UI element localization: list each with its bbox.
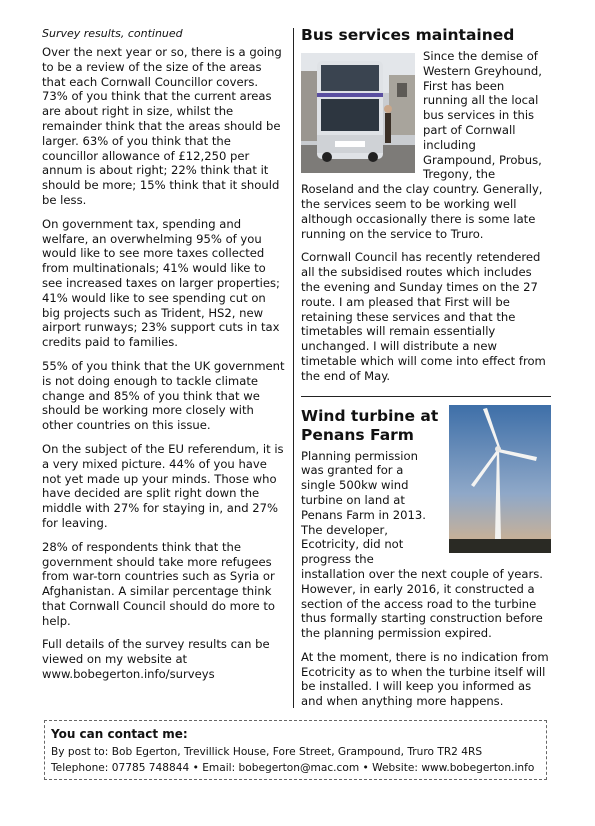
- survey-paragraph-4: On the subject of the EU referendum, it is a very mixed picture. 44% of you have not yet made up your minds. Those who have decided are split right down the middle with 27% for staying in, and 27% for leaving.: [42, 441, 284, 530]
- bus-paragraph-1: Since the demise of Western Greyhound, First has been running all the local bus services in this part of Cornwall including Grampound, Probus, Tregony, the Roseland and the clay country. Generally, the services seem to be working well although occasionally there is some late running on the service to Truro.: [301, 49, 543, 241]
- contact-telecom: Telephone: 07785 748844 • Email: bobegerton@mac.com • Website: www.bobegerton.info: [51, 762, 535, 774]
- column-divider: [293, 28, 294, 708]
- survey-paragraph-2: On government tax, spending and welfare, an overwhelming 95% of you would like to see more taxes collected from multinationals; 41% would like to see increased taxes on larger properties; 41% would like to see spending cut on big projects such as Trident, HS2, new airport runways; 23% support cuts in tax credits paid to families.: [42, 216, 280, 350]
- contact-box: [44, 720, 547, 780]
- survey-column: [42, 26, 285, 691]
- wind-turbine-photo: [449, 405, 551, 553]
- survey-paragraph-3: 55% of you think that the UK government is not doing enough to tackle climate change and 85% of you think that we should be working more closely with other countries on this issue.: [42, 358, 285, 433]
- survey-paragraph-6: Full details of the survey results can be viewed on my website at www.bobegerton.info/surveys: [42, 637, 270, 682]
- wind-article: [301, 407, 551, 710]
- wind-paragraph-2: At the moment, there is no indication from Ecotricity as to when the turbine itself will be installed. I will keep you informed as and when anything more happens.: [301, 649, 549, 709]
- wind-paragraph-1: Planning permission was granted for a single 500kw wind turbine on land at Penans Farm in 2013. The developer, Ecotricity, did not progress the installation over the next couple of years. However, in early 2016, it constructed a section of the access road to the turbine thus formally starting construction before the planning permission expired.: [301, 448, 543, 641]
- wind-heading: Wind turbine at Penans Farm: [301, 406, 439, 444]
- continued-kicker: Survey results, continued: [42, 27, 183, 40]
- contact-heading: You can contact me:: [51, 727, 188, 741]
- section-divider: [301, 396, 551, 397]
- bus-paragraph-2: Cornwall Council has recently retendered all the subsidised routes which includes the evening and Sunday times on the 27 route. I am pleased that First will be retaining these services and that the timetables will remain essentially unchanged. I will distribute a new timetable which will come into effect from the end of May.: [301, 250, 546, 383]
- bus-article: [301, 26, 551, 384]
- bus-heading: Bus services maintained: [301, 26, 515, 44]
- survey-paragraph-5: 28% of respondents think that the government should take more refugees from war-torn countries such as Syria or Afghanistan. A similar percentage think that Cornwall Council should do more to help.: [42, 539, 276, 628]
- bus-photo: [301, 53, 415, 173]
- right-column: [301, 26, 551, 718]
- contact-post: By post to: Bob Egerton, Trevillick House, Fore Street, Grampound, Truro TR2 4RS: [51, 746, 483, 758]
- survey-paragraph-1: Over the next year or so, there is a going to be a review of the size of the areas that each Cornwall Councillor covers. 73% of you think that the current areas are about right in size, whilst the remainder think that the areas should be larger. 63% of you think that the councillor allowance of £12,250 per annum is about right; 22% think that it should be more; 15% think that it should be less.: [42, 45, 282, 207]
